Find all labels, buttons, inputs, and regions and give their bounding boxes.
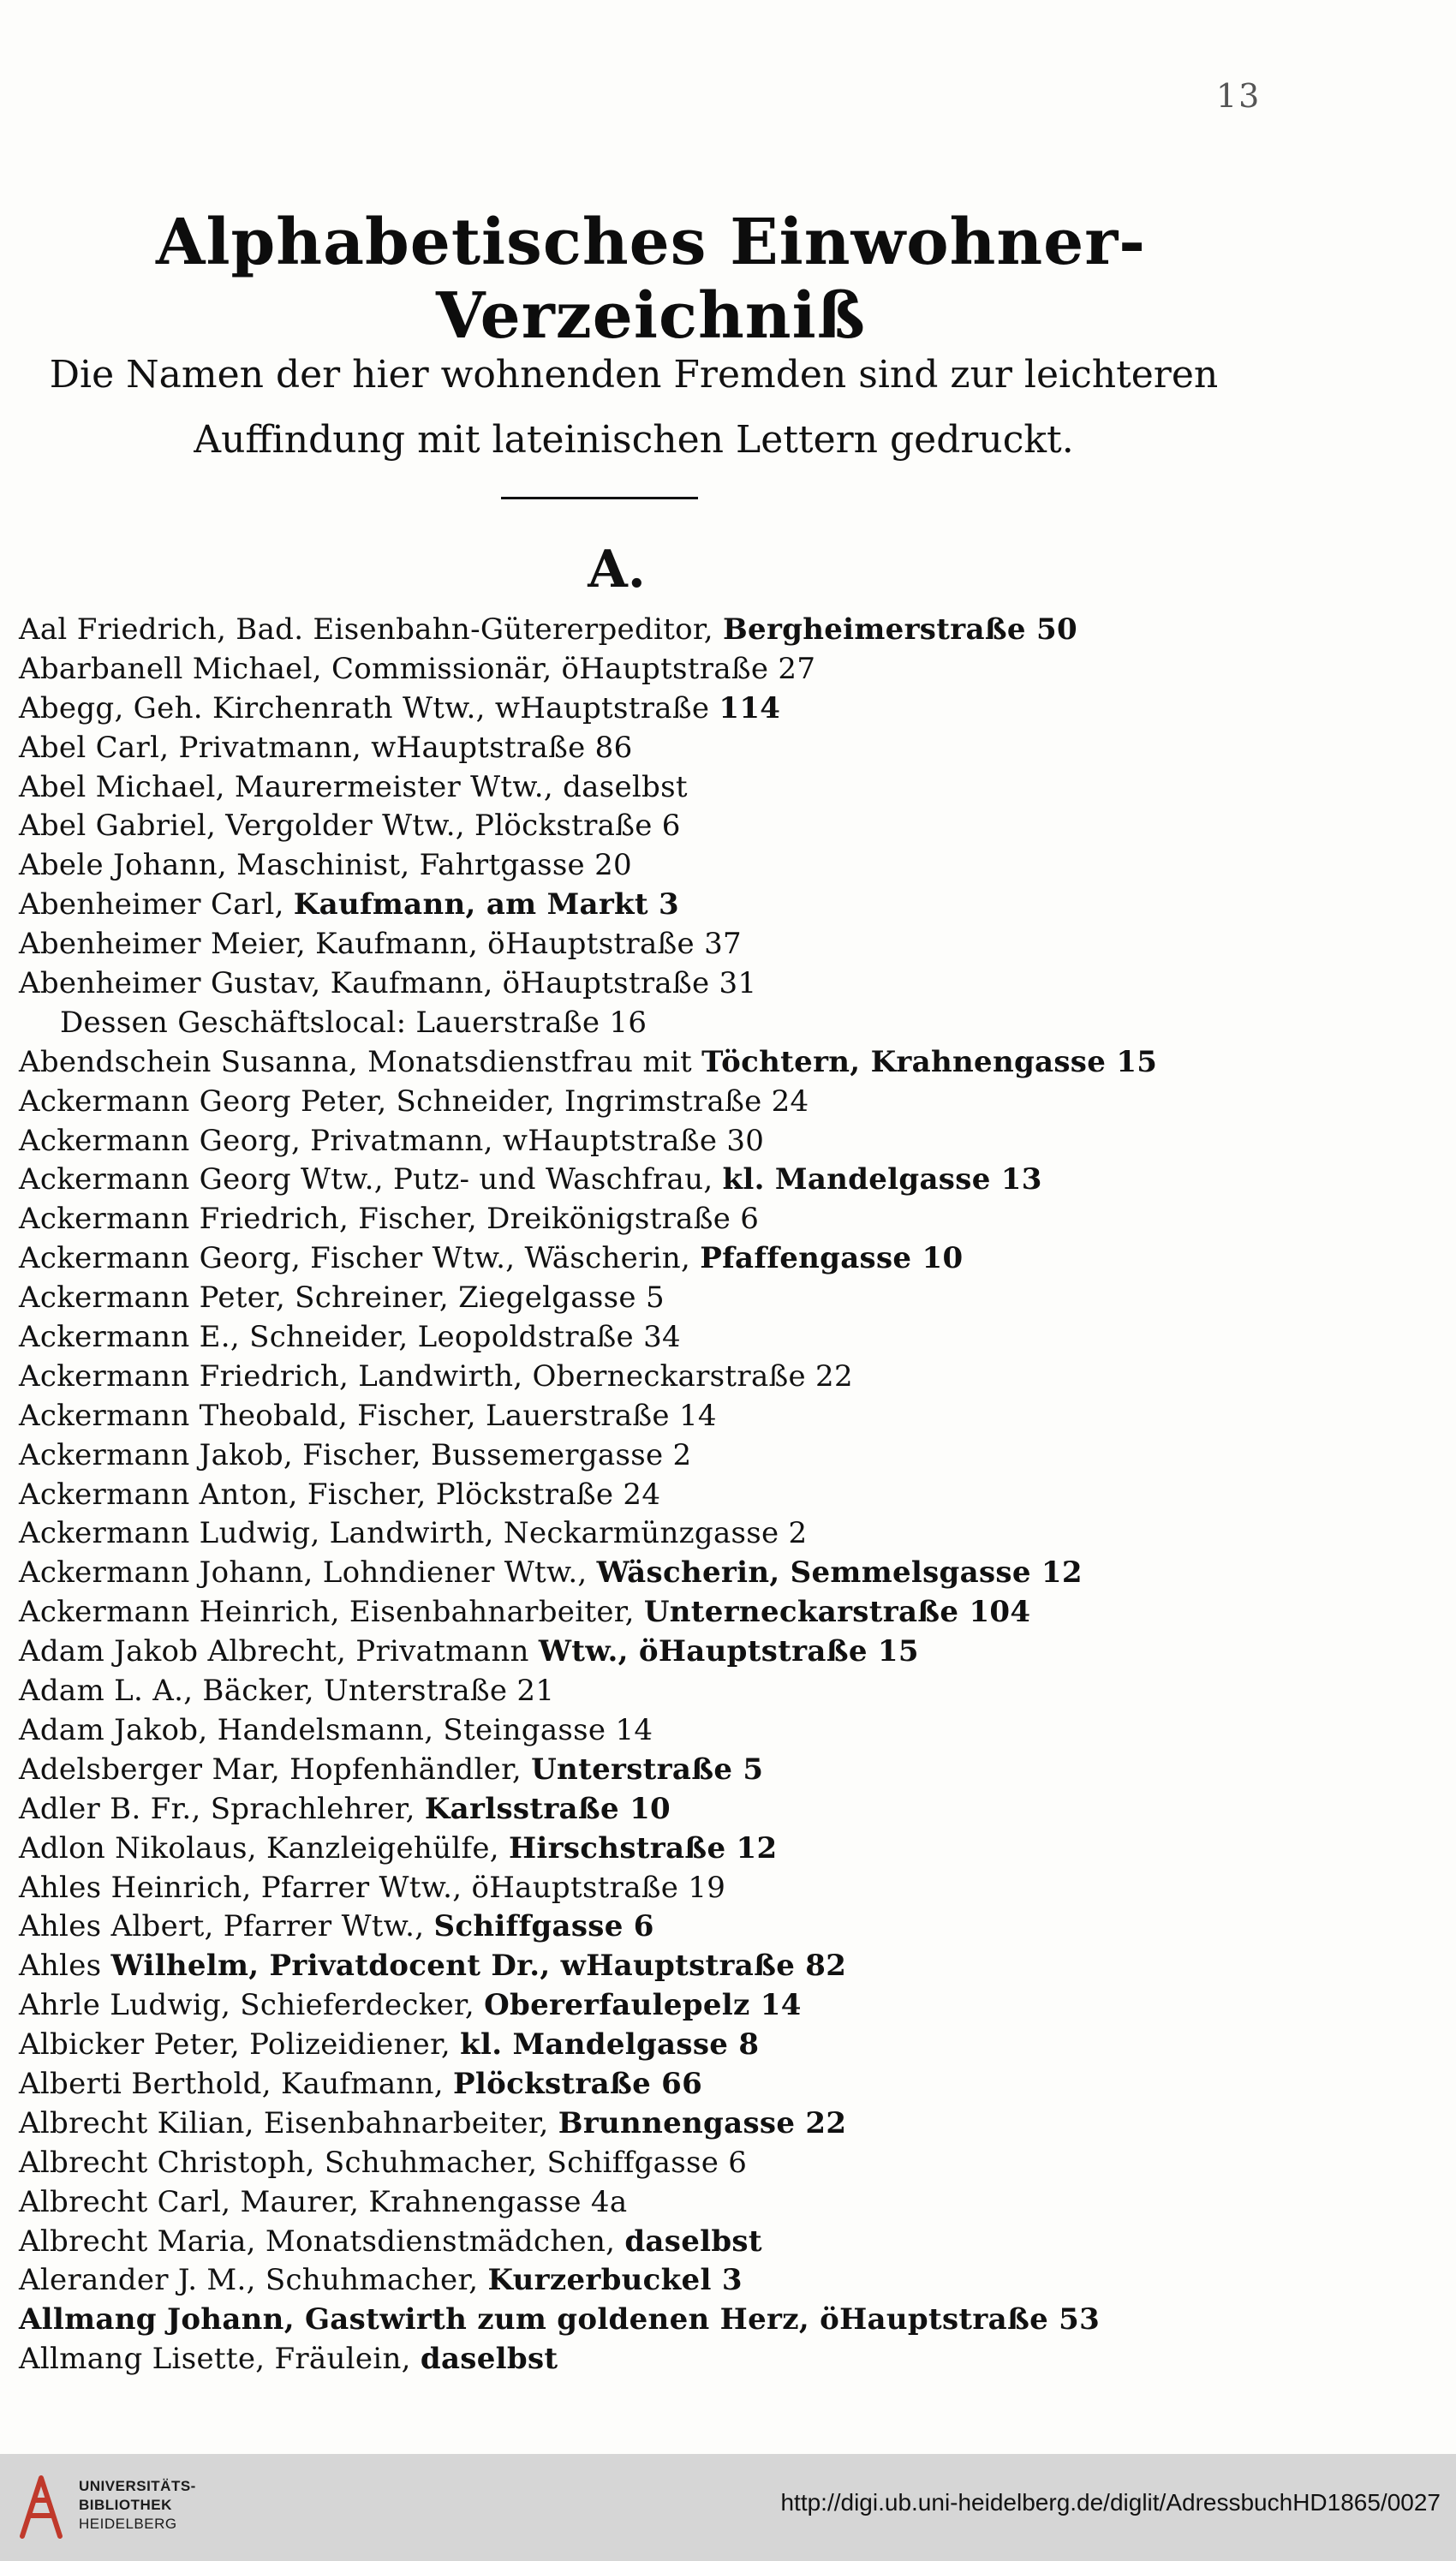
entry-text-bold: Pfaffengasse 10	[700, 1241, 964, 1276]
list-item	[19, 1514, 1252, 1554]
entry-text-bold: Unterneckarstraße 104	[643, 1595, 1031, 1630]
list-item	[19, 2261, 1252, 2301]
entry-text: Ahles Albert, Pfarrer Wtw.,	[19, 1909, 434, 1944]
entry-text-bold: Unterstraße 5	[531, 1752, 764, 1787]
subtitle-line-2: Auffindung mit lateinischen Lettern gedruckt.	[194, 418, 1074, 462]
entry-text: Adler B. Fr., Sprachlehrer,	[19, 1791, 425, 1826]
entry-text-bold: Brunnengasse 22	[558, 2105, 847, 2140]
list-item	[19, 2144, 1252, 2183]
entry-text: Ackermann Georg Wtw., Putz- und Waschfrau,	[19, 1162, 723, 1197]
list-item	[19, 1004, 1252, 1043]
entry-text: Ackermann Theobald, Fischer, Lauerstraße 14	[19, 1398, 717, 1433]
list-item	[19, 1043, 1252, 1083]
list-item	[19, 1436, 1252, 1476]
entry-text: Adelsberger Mar, Hopfenhändler,	[19, 1752, 532, 1787]
entry-text: Abenheimer Gustav, Kaufmann, öHauptstraße 31	[19, 966, 757, 1001]
library-name[interactable]	[79, 2477, 196, 2534]
list-item	[19, 1830, 1252, 1869]
list-item	[19, 1239, 1252, 1279]
entry-text: Adam Jakob, Handelsmann, Steingasse 14	[19, 1712, 653, 1747]
list-item	[19, 690, 1252, 729]
entry-text: Adam L. A., Bäcker, Unterstraße 21	[19, 1674, 555, 1709]
entry-text: Allmang Lisette, Fräulein,	[19, 2342, 421, 2377]
page-subtitle	[34, 343, 1233, 473]
entry-text: Abel Michael, Maurermeister Wtw., daselbst	[19, 769, 688, 804]
entry-text: Ackermann Johann, Lohndiener Wtw.,	[19, 1555, 597, 1591]
entry-text: Ackermann E., Schneider, Leopoldstraße 34	[19, 1320, 681, 1355]
entry-text-bold: 114	[719, 690, 781, 725]
entry-text-bold: Allmang Johann, Gastwirth zum goldenen Herz, öHauptstraße 53	[19, 2302, 1101, 2337]
entry-text: Ahles Heinrich, Pfarrer Wtw., öHauptstraße 19	[19, 1870, 726, 1905]
entry-text-bold: kl. Mandelgasse 8	[460, 2027, 760, 2063]
list-item	[19, 2301, 1252, 2340]
list-item	[19, 1397, 1252, 1436]
list-item	[19, 886, 1252, 925]
entry-text: Ackermann Friedrich, Fischer, Dreikönigstraße 6	[19, 1202, 760, 1237]
entry-text: Ackermann Friedrich, Landwirth, Oberneckarstraße 22	[19, 1358, 853, 1394]
entry-text: Albicker Peter, Polizeidiener,	[19, 2027, 461, 2063]
entry-text-bold: kl. Mandelgasse 13	[722, 1162, 1042, 1197]
entry-text-bold: Karlsstraße 10	[424, 1791, 671, 1826]
entry-text: Adlon Nikolaus, Kanzleigehülfe,	[19, 1830, 509, 1866]
list-item	[19, 1593, 1252, 1633]
list-item	[19, 1907, 1252, 1947]
entry-text: Ackermann Anton, Fischer, Plöckstraße 24	[19, 1477, 661, 1512]
subtitle-line-1: Die Namen der hier wohnenden Fremden sind zur leichteren	[49, 353, 1219, 397]
entry-text: Abarbanell Michael, Commissionär, öHauptstraße 27	[19, 651, 816, 686]
entry-text-bold: Kaufmann, am Markt 3	[293, 887, 680, 922]
entry-text: Albrecht Christoph, Schuhmacher, Schiffgasse 6	[19, 2145, 748, 2180]
list-item	[19, 2223, 1252, 2262]
list-item	[19, 1476, 1252, 1515]
entry-text: Ackermann Georg, Privatmann, wHauptstraße 30	[19, 1123, 765, 1158]
resident-list	[19, 611, 1252, 2379]
list-item	[19, 1122, 1252, 1161]
entry-text: Ahrle Ludwig, Schieferdecker,	[19, 1988, 485, 2023]
list-item	[19, 1318, 1252, 1358]
page-title: Alphabetisches Einwohner-Verzeichniß	[156, 206, 1146, 353]
entry-text-bold: Kurzerbuckel 3	[487, 2263, 743, 2298]
entry-text: Abel Gabriel, Vergolder Wtw., Plöckstraße 6	[19, 809, 681, 844]
list-item	[19, 2104, 1252, 2144]
entry-text: Ahles	[19, 1949, 111, 1984]
list-item	[19, 807, 1252, 846]
list-item	[19, 729, 1252, 768]
entry-text-bold: daselbst	[624, 2224, 762, 2259]
library-name-line-2: BIBLIOTHEK	[79, 2497, 172, 2513]
list-item	[19, 1279, 1252, 1318]
list-item	[19, 1711, 1252, 1751]
list-item	[19, 1083, 1252, 1122]
entry-text: Abegg, Geh. Kirchenrath Wtw., wHauptstraße	[19, 690, 719, 725]
list-item	[19, 1947, 1252, 1986]
entry-text: Ackermann Heinrich, Eisenbahnarbeiter,	[19, 1595, 644, 1630]
entry-text-bold: Bergheimerstraße 50	[722, 612, 1077, 647]
entry-text-bold: daselbst	[420, 2342, 558, 2377]
entry-text: Alerander J. M., Schuhmacher,	[19, 2263, 488, 2298]
list-item	[19, 1986, 1252, 2026]
entry-text-bold: Schiffgasse 6	[433, 1909, 654, 1944]
library-name-line-3: HEIDELBERG	[79, 2516, 177, 2532]
entry-text: Abel Carl, Privatmann, wHauptstraße 86	[19, 730, 633, 765]
list-item	[19, 846, 1252, 886]
entry-text-bold: Wtw., öHauptstraße 15	[538, 1634, 919, 1669]
list-item	[19, 768, 1252, 808]
section-divider	[501, 497, 698, 499]
list-item	[19, 2065, 1252, 2104]
list-item	[19, 1869, 1252, 1908]
list-item	[19, 1554, 1252, 1593]
entry-text: Ackermann Georg, Fischer Wtw., Wäscherin,	[19, 1241, 701, 1276]
list-item	[19, 1200, 1252, 1239]
entry-text: Adam Jakob Albrecht, Privatmann	[19, 1634, 539, 1669]
list-item	[19, 925, 1252, 964]
library-name-line-1: UNIVERSITÄTS-	[79, 2478, 196, 2494]
entry-text: Ackermann Jakob, Fischer, Bussemergasse 2	[19, 1437, 692, 1472]
entry-text: Abele Johann, Maschinist, Fahrtgasse 20	[19, 848, 632, 883]
university-library-logo-icon[interactable]	[15, 2471, 67, 2543]
section-letter: A.	[588, 540, 646, 600]
list-item	[19, 611, 1252, 650]
entry-text: Alberti Berthold, Kaufmann,	[19, 2066, 454, 2101]
list-item	[19, 2026, 1252, 2065]
entry-text: Albrecht Carl, Maurer, Krahnengasse 4a	[19, 2184, 628, 2219]
list-item	[19, 1672, 1252, 1711]
list-item	[19, 1358, 1252, 1397]
entry-text: Abenheimer Carl,	[19, 887, 294, 922]
entry-text: Aal Friedrich, Bad. Eisenbahn-Gütererpeditor,	[19, 612, 723, 647]
page-number: 13	[1216, 77, 1262, 115]
entry-text: Albrecht Maria, Monatsdienstmädchen,	[19, 2224, 625, 2259]
list-item	[19, 2183, 1252, 2223]
list-item	[19, 964, 1252, 1004]
entry-text-bold: Obererfaulepelz 14	[484, 1988, 802, 2023]
entry-text: Abendschein Susanna, Monatsdienstfrau mit	[19, 1044, 702, 1079]
list-item	[19, 1633, 1252, 1672]
list-item	[19, 1751, 1252, 1790]
entry-text: Dessen Geschäftslocal: Lauerstraße 16	[60, 1005, 647, 1040]
entry-text: Abenheimer Meier, Kaufmann, öHauptstraße 37	[19, 927, 742, 962]
entry-text-bold: Plöckstraße 66	[453, 2066, 703, 2101]
list-item	[19, 650, 1252, 690]
list-item	[19, 1161, 1252, 1200]
source-url[interactable]	[780, 2489, 1441, 2516]
entry-text-bold: Wäscherin, Semmelsgasse 12	[596, 1555, 1083, 1591]
entry-text-bold: Wilhelm, Privatdocent Dr., wHauptstraße 82	[110, 1949, 847, 1984]
entry-text-bold: Hirschstraße 12	[509, 1830, 778, 1866]
entry-text: Ackermann Ludwig, Landwirth, Neckarmünzgasse 2	[19, 1516, 808, 1551]
entry-text: Albrecht Kilian, Eisenbahnarbeiter,	[19, 2105, 558, 2140]
entry-text: Ackermann Peter, Schreiner, Ziegelgasse 5	[19, 1280, 665, 1316]
entry-text: Ackermann Georg Peter, Schneider, Ingrimstraße 24	[19, 1084, 809, 1119]
entry-text-bold: Töchtern, Krahnengasse 15	[701, 1044, 1158, 1079]
list-item	[19, 1790, 1252, 1830]
source-url-link[interactable]: http://digi.ub.uni-heidelberg.de/diglit/AdressbuchHD1865/0027	[780, 2489, 1441, 2516]
list-item	[19, 2340, 1252, 2379]
